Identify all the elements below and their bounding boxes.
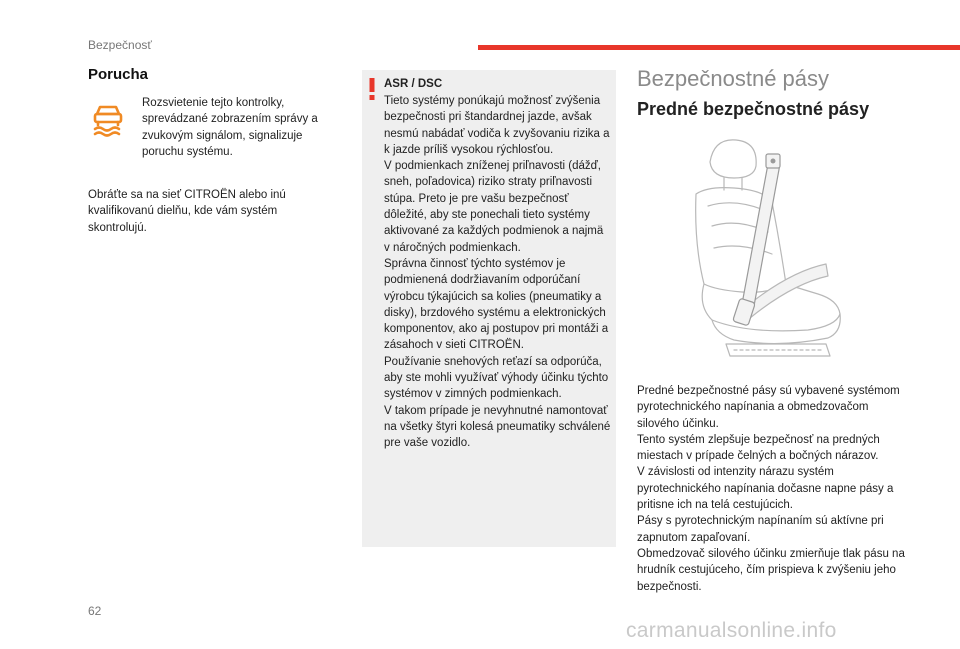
caution-title: ASR / DSC [384,78,443,90]
caution-paragraph: V podmienkach zníženej priľnavosti (dážď, sneh, poľadovica) riziko straty priľnavosti stúpa. Preto je pre vašu bezpečnosť dôležité, aby ste ponechali tieto systémy aktivované za každých podmienok a najmä v náročných podmienkach. [384,160,604,254]
seat-with-seatbelt-illustration [668,134,858,364]
fault-description: Rozsvietenie tejto kontrolky, sprevádzané zobrazením správy a zvukovým signálom, signalizuje poruchu systému. [142,97,318,158]
seatbelts-paragraph: V závislosti od intenzity nárazu systém pyrotechnického napínania dočasne napne pásy a pritisne ich na telá cestujúcich. [637,466,894,512]
front-seatbelts-subtitle: Predné bezpečnostné pásy [637,99,870,119]
section-header-label: Bezpečnosť [88,38,152,52]
exclamation-icon [368,78,376,100]
header-accent-bar [478,45,960,50]
seatbelts-paragraph: Pásy s pyrotechnickým napínaním sú aktívne pri zapnutom zapaľovaní. [637,515,884,544]
caution-paragraph: V takom prípade je nevyhnutné namontovať na všetky štyri kolesá pneumatiky schválené pre vaše vozidlo. [384,404,611,450]
fault-contact-note: Obráťte sa na sieť CITROËN alebo inú kvalifikovanú dielňu, kde vám systém skontrolujú. [88,189,286,234]
watermark: carmanualsonline.info [626,619,837,642]
seatbelts-paragraph: Obmedzovač silového účinku zmierňuje tlak pásu na hrudník cestujúceho, čím prispieva k zvýšeniu jeho bezpečnosti. [637,547,905,593]
caution-paragraph: Používanie snehových reťazí sa odporúča, aby ste mohli využívať výhody účinku týchto systémov v zimných podmienkach. [384,355,609,401]
seatbelts-body-text [637,383,907,595]
seatbelts-paragraph: Predné bezpečnostné pásy sú vybavené systémom pyrotechnického napínania a obmedzovačom silového účinku. [637,385,900,430]
caution-text [384,93,612,452]
warning-light-icon [89,100,127,138]
seatbelts-paragraph: Tento systém zlepšuje bezpečnosť na predných miestach v prípade čelných a bočných nárazov. [637,433,880,463]
page-number: 62 [88,604,102,618]
fault-heading: Porucha [88,66,149,83]
seatbelts-section-title: Bezpečnostné pásy [637,66,830,91]
caution-paragraph: Tieto systémy ponúkajú možnosť zvýšenia bezpečnosti pri štandardnej jazde, avšak nesmú nabádať vodiča k zvyšovaniu rizika a k jazde príliš vysokou rýchlosťou. [384,95,610,156]
caution-paragraph: Správna činnosť týchto systémov je podmienená dodržiavaním odporúčaní výrobcu týkajúcich sa kolies (pneumatiky a disky), brzdového systému a elektronických komponentov, ako aj postupov pri montáži a zásahoch v sieti CITROËN. [384,257,609,352]
